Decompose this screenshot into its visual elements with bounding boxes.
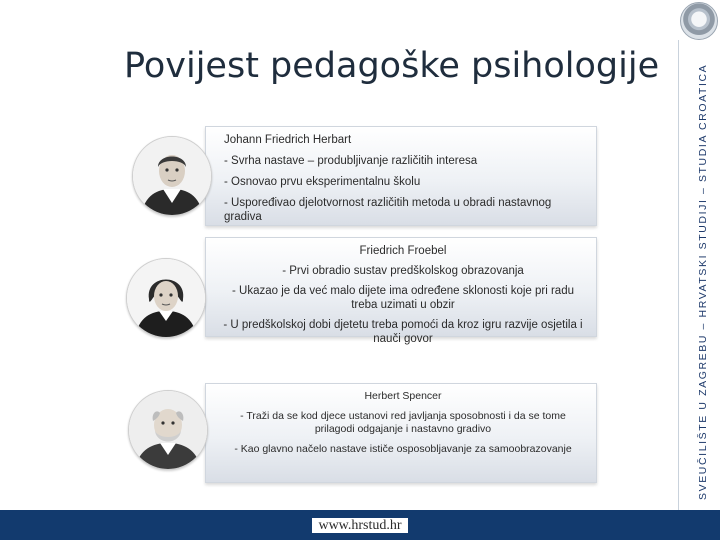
- herbart-point-3: - Uspoređivao djelotvornost različitih metoda u obradi nastavnog gradiva: [224, 197, 552, 223]
- spencer-name: Herbert Spencer: [364, 390, 442, 402]
- herbart-portrait-icon: [133, 137, 211, 215]
- herbart-point-1: - Svrha nastave – produbljivanje različitih interesa: [224, 155, 478, 167]
- university-vertical-label: SVEUČILIŠTE U ZAGREBU – HRVATSKI STUDIJI – STUDIA CROATICA: [697, 63, 709, 500]
- froebel-portrait-icon: [127, 259, 205, 337]
- footer-url-container: [0, 518, 720, 534]
- university-seal-icon: [680, 2, 718, 40]
- herbart-point-2: - Osnovao prvu eksperimentalnu školu: [224, 176, 421, 188]
- froebel-point-3: - U predškolskoj dobi djetetu treba pomoći da kroz igru razvije osjetila i nauči govor: [223, 319, 583, 345]
- spencer-card: [205, 383, 597, 483]
- froebel-point-2: - Ukazao je da već malo dijete ima određene sklonosti koje pri radu treba uzimati u obzir: [232, 285, 574, 311]
- spencer-text: [206, 390, 596, 463]
- side-divider-line: [678, 40, 679, 510]
- froebel-name: Friedrich Froebel: [359, 245, 447, 257]
- froebel-card: [205, 237, 597, 345]
- froebel-text: [206, 244, 596, 352]
- herbart-name: Johann Friedrich Herbart: [224, 134, 352, 146]
- froebel-point-1: - Prvi obradio sustav predškolskog obrazovanja: [282, 265, 524, 277]
- herbart-card: [205, 126, 597, 226]
- spencer-portrait-icon: [129, 391, 207, 469]
- herbart-text: [206, 133, 596, 231]
- spencer-point-2: - Kao glavno načelo nastave ističe osposobljavanje za samoobrazovanje: [234, 443, 572, 455]
- footer-url[interactable]: www.hrstud.hr: [312, 518, 407, 533]
- herbart-portrait: [132, 136, 212, 216]
- spencer-point-1: - Traži da se kod djece ustanovi red javljanja sposobnosti i da se tome prilagodi odgajanje i nastavno gradivo: [240, 410, 566, 435]
- spencer-portrait: [128, 390, 208, 470]
- slide-title: Povijest pedagoške psihologije: [124, 46, 660, 86]
- froebel-portrait: [126, 258, 206, 338]
